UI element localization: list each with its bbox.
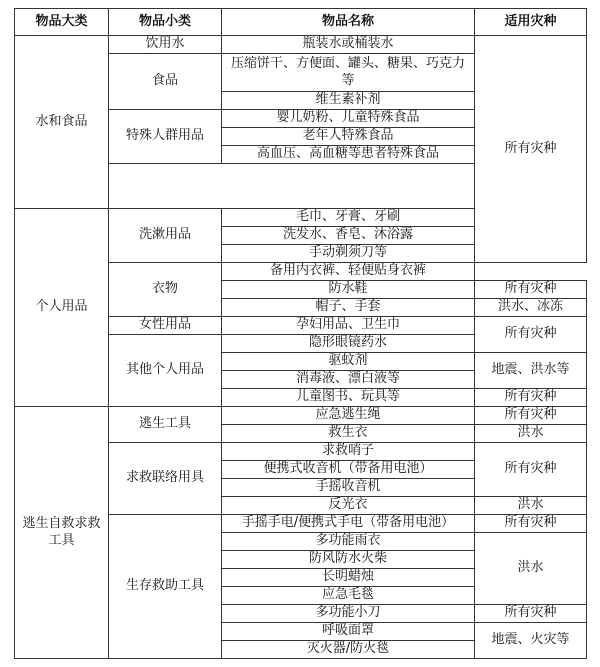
header-subcategory: 物品小类	[109, 9, 222, 36]
item-cell: 婴儿奶粉、儿童特殊食品	[222, 110, 475, 128]
item-cell: 驱蚊剂	[222, 353, 475, 371]
category-cell: 个人用品	[15, 209, 109, 407]
item-cell: 应急毛毯	[222, 587, 475, 605]
item-cell: 隐形眼镜药水	[222, 335, 475, 353]
item-cell: 洗发水、香皂、沐浴露	[222, 227, 475, 245]
item-cell: 毛巾、牙膏、牙刷	[222, 209, 475, 227]
item-cell: 儿童图书、玩具等	[222, 389, 475, 407]
item-cell: 维生素补剂	[222, 92, 475, 110]
subcategory-cell: 饮用水	[109, 36, 222, 54]
header-row	[15, 9, 587, 36]
disaster-cell: 所有灾种	[475, 281, 587, 299]
subcategory-cell: 求救联络用具	[109, 443, 222, 515]
item-cell: 手摇收音机	[222, 479, 475, 497]
item-cell: 消毒液、漂白液等	[222, 371, 475, 389]
item-cell: 救生衣	[222, 425, 475, 443]
subcategory-cell: 衣物	[109, 263, 222, 317]
disaster-cell: 洪水、冰冻	[475, 299, 587, 317]
header-category: 物品大类	[15, 9, 109, 36]
item-cell: 高血压、高血糖等患者特殊食品	[222, 146, 475, 164]
item-cell: 手摇手电/便携式手电（带备用电池）	[222, 515, 475, 533]
item-cell: 帽子、手套	[222, 299, 475, 317]
category-cell: 逃生自救求救工具	[15, 407, 109, 659]
item-cell: 瓶装水或桶装水	[222, 36, 475, 54]
item-cell: 长明蜡烛	[222, 569, 475, 587]
disaster-cell: 洪水	[475, 533, 587, 605]
subcategory-cell: 特殊人群用品	[109, 110, 222, 164]
category-cell: 水和食品	[15, 36, 109, 209]
subcategory-cell: 逃生工具	[109, 407, 222, 443]
item-cell: 压缩饼干、方便面、罐头、糖果、巧克力等	[222, 54, 475, 92]
item-cell: 应急逃生绳	[222, 407, 475, 425]
disaster-cell: 所有灾种	[475, 605, 587, 623]
item-cell: 防水鞋	[222, 281, 475, 299]
disaster-cell: 所有灾种	[475, 407, 587, 425]
item-cell: 灭火器/防火毯	[222, 641, 475, 659]
item-cell: 多功能小刀	[222, 605, 475, 623]
item-cell: 防风防水火柴	[222, 551, 475, 569]
subcategory-cell: 食品	[109, 54, 222, 110]
item-cell: 手动剃须刀等	[222, 245, 475, 263]
subcategory-cell: 洗漱用品	[109, 209, 222, 263]
item-cell: 求救哨子	[222, 443, 475, 461]
subcategory-cell: 女性用品	[109, 317, 222, 335]
item-cell: 呼吸面罩	[222, 623, 475, 641]
table-row	[15, 36, 587, 54]
item-cell: 反光衣	[222, 497, 475, 515]
disaster-cell: 洪水	[475, 425, 587, 443]
item-cell: 便携式收音机（带备用电池）	[222, 461, 475, 479]
item-cell: 孕妇用品、卫生巾	[222, 317, 475, 335]
disaster-cell: 洪水	[475, 497, 587, 515]
subcategory-cell: 其他个人用品	[109, 335, 222, 407]
item-cell: 多功能雨衣	[222, 533, 475, 551]
disaster-cell: 地震、火灾等	[475, 623, 587, 659]
table-row	[15, 407, 587, 425]
header-item-name: 物品名称	[222, 9, 475, 36]
subcategory-cell: 生存救助工具	[109, 515, 222, 659]
disaster-cell: 所有灾种	[475, 389, 587, 407]
header-disaster-type: 适用灾种	[475, 9, 587, 36]
disaster-cell: 地震、洪水等	[475, 353, 587, 389]
disaster-cell: 所有灾种	[475, 515, 587, 533]
disaster-cell: 所有灾种	[475, 443, 587, 497]
disaster-cell: 所有灾种	[475, 317, 587, 353]
emergency-supplies-table	[14, 8, 587, 659]
disaster-cell: 所有灾种	[475, 36, 587, 263]
item-cell: 老年人特殊食品	[222, 128, 475, 146]
item-cell: 备用内衣裤、轻便贴身衣裤	[222, 263, 475, 281]
